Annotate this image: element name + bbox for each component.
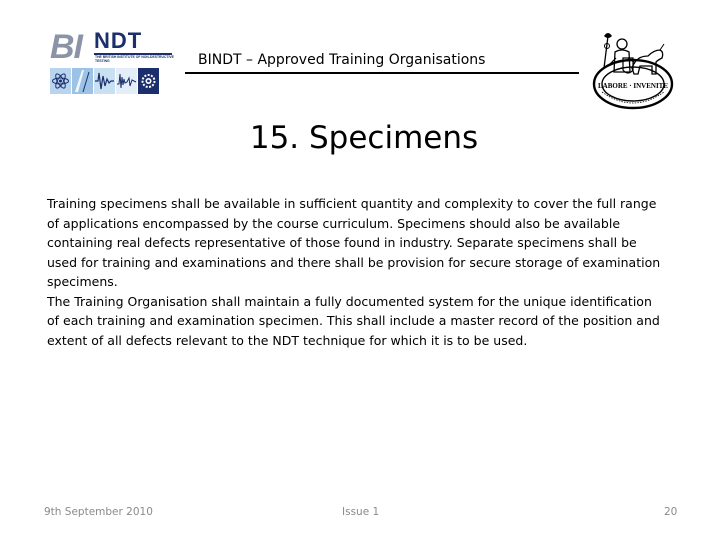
footer-page-number: 20 xyxy=(664,506,678,518)
body-text xyxy=(47,194,662,350)
header-title: BINDT – Approved Training Organisations xyxy=(198,52,486,68)
logo-bi-text: BI xyxy=(50,28,82,66)
logo-tiles xyxy=(50,68,159,94)
logo-tagline: THE BRITISH INSTITUTE OF NON-DESTRUCTIVE TESTING xyxy=(95,55,174,63)
wave-icon xyxy=(94,68,115,94)
paragraph: Training specimens shall be available in sufficient quantity and complexity to cover the full range of applications encompassed by the course curriculum. Specimens should also be available containing real defects representative of those found in industry. Separate specimens shall be used for training and examinations and there shall be provision for secure storage of examination specimens. xyxy=(47,196,661,289)
gear-icon xyxy=(138,68,159,94)
slide-title: 15. Specimens xyxy=(249,120,479,156)
crest-motto: LABORE · INVENITE xyxy=(597,82,669,90)
logo-ndt-text: NDT xyxy=(94,28,143,53)
bindt-logo xyxy=(48,28,178,96)
header-divider xyxy=(185,72,579,74)
crest-emblem xyxy=(590,28,676,120)
footer-issue: Issue 1 xyxy=(342,506,380,518)
footer-date: 9th September 2010 xyxy=(44,506,153,518)
signal-icon xyxy=(116,68,137,94)
beam-icon xyxy=(72,68,93,94)
atom-icon xyxy=(50,68,71,94)
paragraph: The Training Organisation shall maintain a fully documented system for the unique identification of each training and examination specimen. This shall include a master record of the position and extent of all defects relevant to the NDT technique for which it is to be used. xyxy=(47,293,660,348)
